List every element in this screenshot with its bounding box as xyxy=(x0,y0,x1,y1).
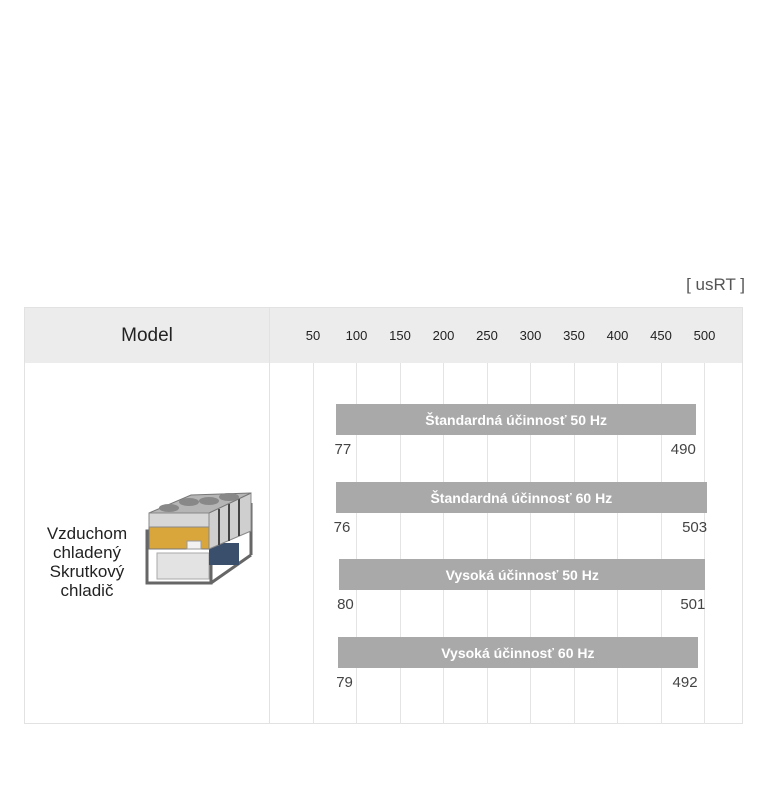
range-min-label: 80 xyxy=(337,596,354,613)
x-axis-ticks xyxy=(25,308,742,363)
x-tick-label: 500 xyxy=(693,328,716,343)
unit-label: [ usRT ] xyxy=(686,275,745,294)
range-bar: Vysoká účinnosť 60 Hz xyxy=(338,637,697,668)
x-tick-label: 250 xyxy=(476,328,498,343)
model-name xyxy=(37,524,137,600)
x-tick-label: 100 xyxy=(345,328,368,343)
range-max-label: 501 xyxy=(680,596,706,613)
x-tick-label: 300 xyxy=(519,328,542,343)
range-bar: Štandardná účinnosť 50 Hz xyxy=(336,404,695,435)
x-tick-label: 200 xyxy=(432,328,455,343)
range-max-label: 490 xyxy=(670,441,696,458)
x-tick-label: 50 xyxy=(305,328,321,343)
range-max-label: 503 xyxy=(682,519,708,536)
range-bar: Vysoká účinnosť 50 Hz xyxy=(339,559,705,590)
grid-line xyxy=(704,363,705,724)
range-bar: Štandardná účinnosť 60 Hz xyxy=(336,482,707,513)
range-min-label: 76 xyxy=(333,519,351,536)
x-tick-label: 450 xyxy=(650,328,672,343)
x-tick-label: 400 xyxy=(606,328,629,343)
range-min-label: 79 xyxy=(336,674,353,691)
model-column-header: Model xyxy=(121,324,173,346)
model-name-line: chladič xyxy=(60,581,114,600)
model-name-line: chladený xyxy=(52,543,122,562)
range-min-label: 77 xyxy=(334,441,352,458)
model-name-line: Skrutkový xyxy=(49,562,125,581)
grid-line xyxy=(313,363,314,724)
x-tick-label: 350 xyxy=(563,328,585,343)
column-separator xyxy=(269,308,270,723)
range-max-label: 492 xyxy=(672,674,698,691)
x-tick-label: 150 xyxy=(389,328,411,343)
model-name-line: Vzduchom xyxy=(46,524,128,543)
screw-chiller-unit-icon xyxy=(143,491,257,587)
capacity-table xyxy=(24,307,743,724)
